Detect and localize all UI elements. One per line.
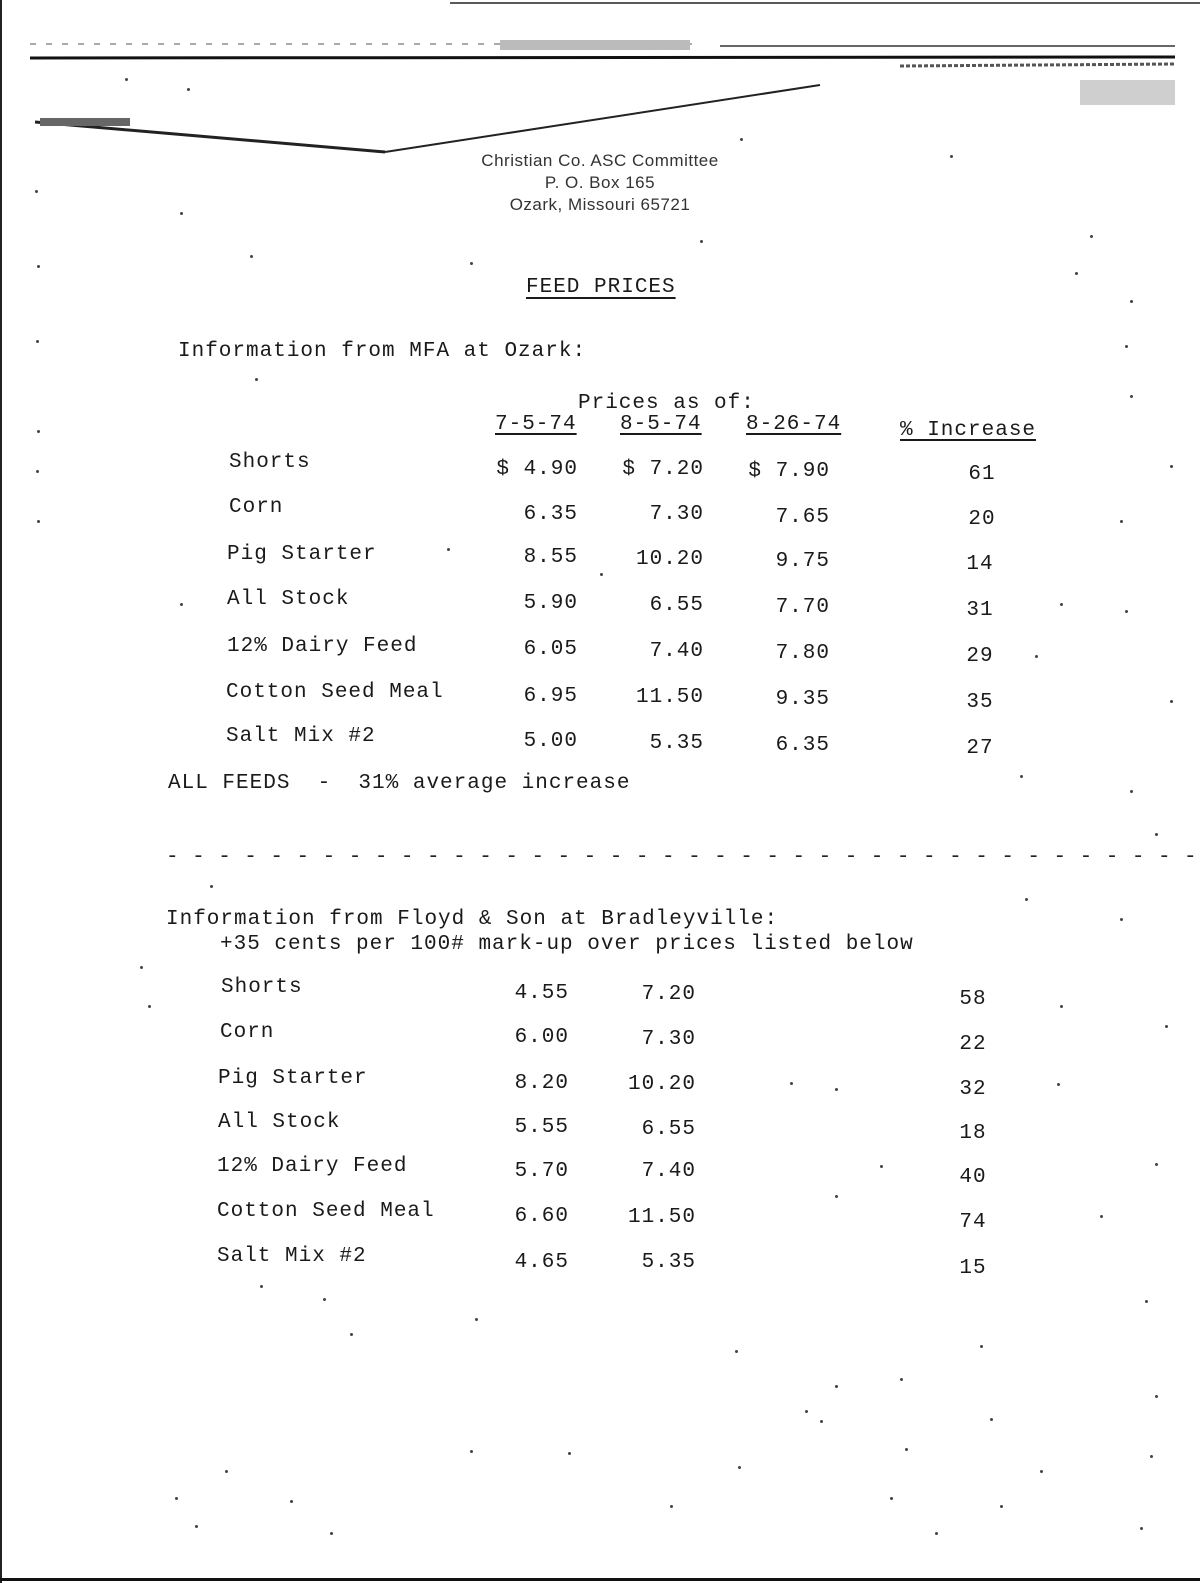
price-8-5-74: 7.40 [649,640,704,663]
scan-bottom-edge [0,1578,1200,1581]
price-7-5-74: 4.65 [514,1251,569,1274]
price-8-26-74: 6.35 [775,734,830,757]
pct-increase: 35 [966,691,994,714]
price-8-5-74: 5.35 [649,732,704,755]
pct-increase: 74 [959,1211,987,1234]
all-feeds-summary: ALL FEEDS - 31% average increase [168,772,631,795]
pct-increase: 15 [959,1257,987,1280]
item-name: Salt Mix #2 [217,1245,367,1268]
item-name: Pig Starter [218,1067,368,1090]
price-8-26-74: 9.75 [775,550,830,573]
floyd-markup-note: +35 cents per 100# mark-up over prices listed below [220,933,914,956]
price-8-26-74: 9.35 [775,688,830,711]
col-header-date-2: 8-5-74 [620,413,702,436]
item-name: Corn [220,1021,275,1044]
torn-header-artifact [0,0,1200,170]
price-8-5-74: 7.30 [649,503,704,526]
price-7-5-74: 6.00 [514,1026,569,1049]
price-7-5-74: 5.00 [523,730,578,753]
item-name: Cotton Seed Meal [217,1200,435,1223]
item-name: All Stock [218,1111,341,1134]
price-8-5-74: 11.50 [627,1206,696,1229]
scan-left-edge [0,0,2,1583]
letterhead-po-box: P. O. Box 165 [544,173,656,192]
section-divider: - - - - - - - - - - - - - - - - - - - - - - - - - - - - - - - - - - - - - - - - [166,846,1198,869]
pct-increase: 40 [959,1166,987,1189]
pct-increase: 27 [966,737,994,760]
letterhead-committee: Christian Co. ASC Committee [481,151,719,170]
col-header-pct-increase: % Increase [900,419,1037,442]
price-8-5-74: $ 7.20 [622,458,704,481]
price-7-5-74: 6.60 [514,1205,569,1228]
item-name: Shorts [221,976,303,999]
item-name: 12% Dairy Feed [227,635,418,658]
pct-increase: 20 [968,508,996,531]
price-8-5-74: 7.20 [641,983,696,1006]
page-title: FEED PRICES [526,276,676,299]
col-header-date-3: 8-26-74 [746,413,842,436]
price-8-5-74: 6.55 [641,1118,696,1141]
price-8-5-74: 10.20 [627,1073,696,1096]
price-8-5-74: 7.40 [641,1160,696,1183]
item-name: All Stock [227,588,350,611]
price-7-5-74: 6.95 [523,685,578,708]
pct-increase: 32 [959,1078,987,1101]
price-7-5-74: 5.55 [514,1116,569,1139]
price-8-26-74: 7.65 [775,506,830,529]
pct-increase: 18 [959,1122,987,1145]
item-name: Pig Starter [227,543,377,566]
col-header-date-1: 7-5-74 [495,413,577,436]
pct-increase: 22 [959,1033,987,1056]
price-8-26-74: 7.80 [775,642,830,665]
price-8-5-74: 7.30 [641,1028,696,1051]
item-name: Corn [229,496,284,519]
price-8-26-74: $ 7.90 [748,460,830,483]
item-name: Shorts [229,451,311,474]
mfa-intro: Information from MFA at Ozark: [178,340,587,363]
pct-increase: 29 [966,645,994,668]
price-7-5-74: 6.05 [523,638,578,661]
item-name: Cotton Seed Meal [226,681,444,704]
price-7-5-74: 8.20 [514,1072,569,1095]
pct-increase: 58 [959,988,987,1011]
price-7-5-74: 4.55 [514,982,569,1005]
price-8-26-74: 7.70 [775,596,830,619]
prices-as-of-label: Prices as of: [578,392,755,415]
price-8-5-74: 11.50 [635,686,704,709]
price-7-5-74: 5.90 [523,592,578,615]
price-8-5-74: 10.20 [635,548,704,571]
pct-increase: 61 [968,463,996,486]
floyd-intro: Information from Floyd & Son at Bradleyville: [166,908,779,931]
pct-increase: 31 [966,599,994,622]
price-8-5-74: 5.35 [641,1251,696,1274]
item-name: Salt Mix #2 [226,725,376,748]
price-7-5-74: $ 4.90 [496,458,578,481]
item-name: 12% Dairy Feed [217,1155,408,1178]
price-7-5-74: 6.35 [523,503,578,526]
price-7-5-74: 5.70 [514,1160,569,1183]
pct-increase: 14 [966,553,994,576]
price-8-5-74: 6.55 [649,594,704,617]
letterhead-city: Ozark, Missouri 65721 [509,195,691,214]
price-7-5-74: 8.55 [523,546,578,569]
